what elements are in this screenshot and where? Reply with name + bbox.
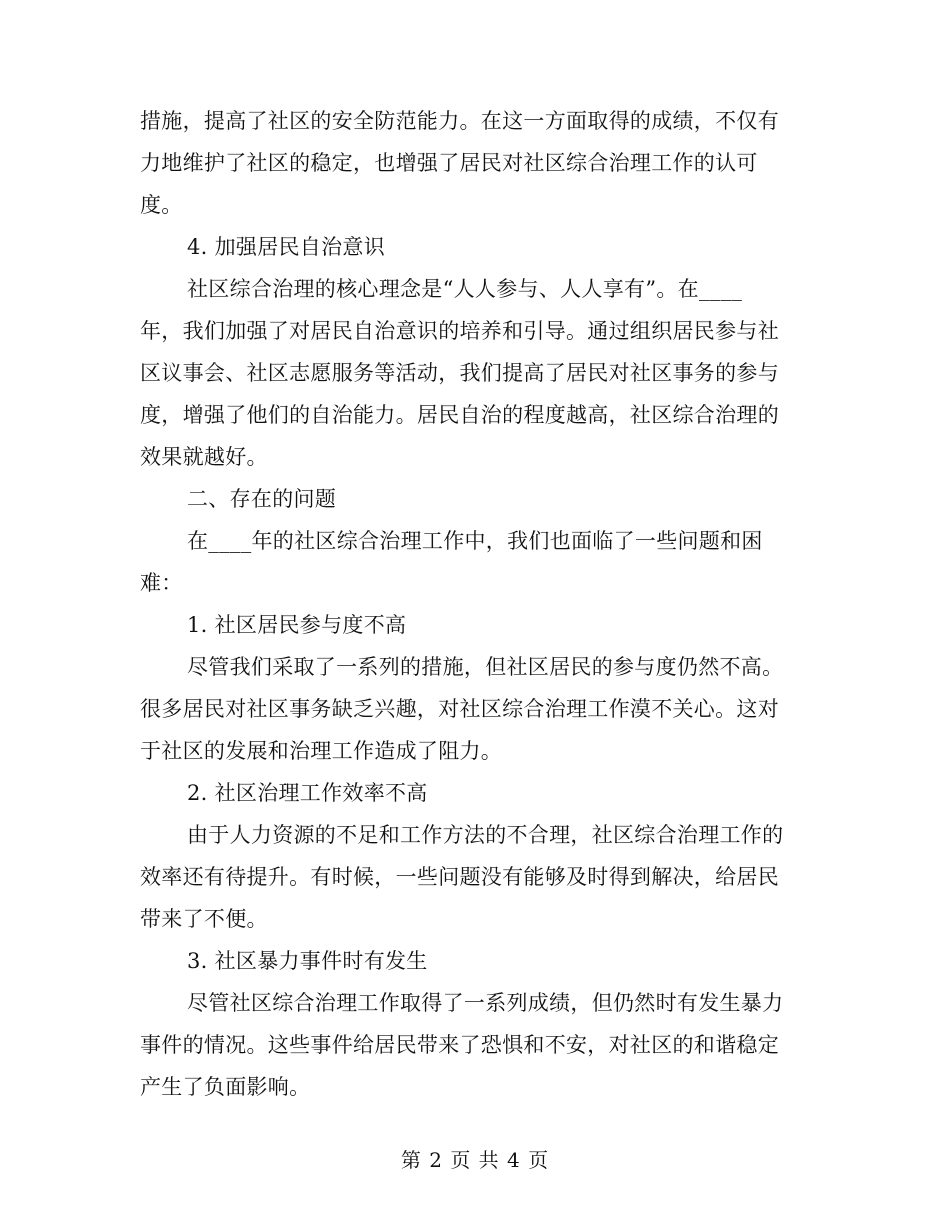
document-body: [140, 100, 800, 1108]
paragraph-line: 在____年的社区综合治理工作中，我们也面临了一些问题和困: [187, 529, 763, 553]
section-heading: 二、存在的问题: [187, 487, 337, 511]
section-heading: 2. 社区治理工作效率不高: [187, 781, 428, 805]
paragraph-line: 于社区的发展和治理工作造成了阻力。: [140, 739, 503, 763]
section-heading: 4. 加强居民自治意识: [187, 235, 386, 259]
paragraph-line: 事件的情况。这些事件给居民带来了恐惧和不安，对社区的和谐稳定: [140, 1033, 779, 1057]
paragraph-line: 度，增强了他们的自治能力。居民自治的程度越高，社区综合治理的: [140, 403, 779, 427]
paragraph-line: 区议事会、社区志愿服务等活动，我们提高了居民对社区事务的参与: [140, 361, 779, 385]
paragraph-line: 措施，提高了社区的安全防范能力。在这一方面取得的成绩，不仅有: [140, 109, 779, 133]
paragraph-line: 年，我们加强了对居民自治意识的培养和引导。通过组织居民参与社: [140, 319, 779, 343]
paragraph-line: 效果就越好。: [140, 445, 268, 469]
section-heading: 3. 社区暴力事件时有发生: [187, 949, 428, 973]
paragraph-line: 社区综合治理的核心理念是“人人参与、人人享有”。在____: [187, 277, 743, 301]
paragraph-line: 产生了负面影响。: [140, 1075, 311, 1099]
paragraph-line: 很多居民对社区事务缺乏兴趣，对社区综合治理工作漠不关心。这对: [140, 697, 779, 721]
paragraph-line: 由于人力资源的不足和工作方法的不合理，社区综合治理工作的: [187, 823, 784, 847]
paragraph-line: 度。: [140, 193, 183, 217]
page-number-footer: 第 2 页 共 4 页: [400, 1148, 550, 1172]
paragraph-line: 尽管我们采取了一系列的措施，但社区居民的参与度仍然不高。: [187, 655, 784, 679]
paragraph-line: 力地维护了社区的稳定，也增强了居民对社区综合治理工作的认可: [140, 151, 758, 175]
paragraph-line: 带来了不便。: [140, 907, 268, 931]
section-heading: 1. 社区居民参与度不高: [187, 613, 407, 637]
paragraph-line: 尽管社区综合治理工作取得了一系列成绩，但仍然时有发生暴力: [187, 991, 784, 1015]
paragraph-line: 效率还有待提升。有时候，一些问题没有能够及时得到解决，给居民: [140, 865, 779, 889]
paragraph-line: 难：: [140, 571, 183, 595]
